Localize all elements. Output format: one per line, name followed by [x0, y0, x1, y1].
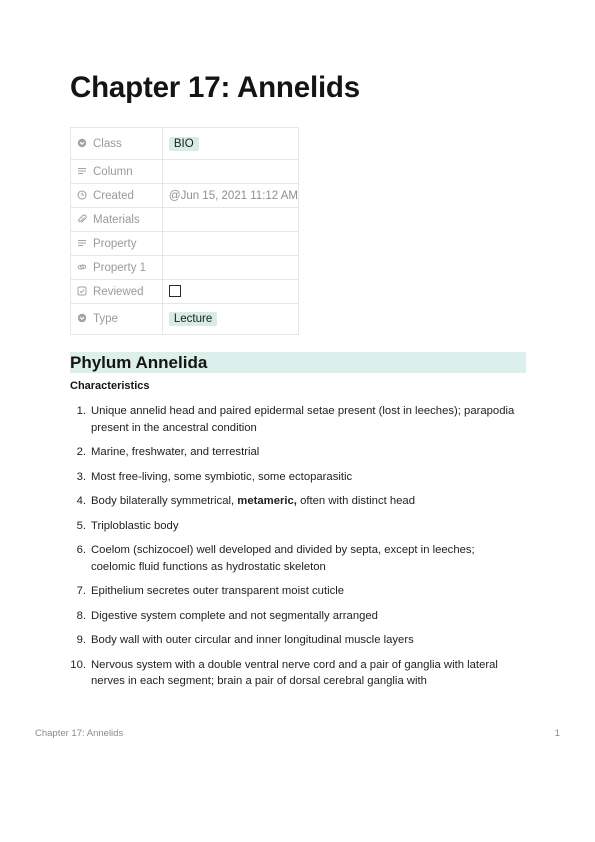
property-name: Property — [93, 237, 137, 250]
list-item — [70, 542, 520, 575]
property-name-cell — [71, 184, 163, 208]
property-row-property[interactable] — [71, 232, 299, 256]
property-name: Reviewed — [93, 285, 144, 298]
list-number: 3. — [76, 470, 86, 483]
property-name: Column — [93, 165, 133, 178]
type-tag[interactable]: Lecture — [169, 312, 217, 326]
property-name-cell — [71, 232, 163, 256]
list-text-bold: metameric, — [237, 495, 297, 507]
property-name: Created — [93, 189, 134, 202]
list-item — [70, 469, 520, 486]
reviewed-checkbox[interactable] — [169, 285, 181, 297]
property-row-created[interactable] — [71, 184, 299, 208]
class-tag[interactable]: BIO — [169, 137, 199, 151]
property-value-cell[interactable] — [162, 208, 298, 232]
list-text: Coelom (schizocoel) well developed and divided by septa, except in leeches; coelomic fluid functions as hydrostatic skeleton — [91, 544, 475, 573]
select-icon — [77, 138, 87, 148]
list-text: Body bilaterally symmetrical, — [91, 495, 238, 507]
property-row-reviewed[interactable] — [71, 280, 299, 304]
text-icon — [77, 166, 87, 176]
list-number: 4. — [76, 495, 86, 507]
property-name-cell — [71, 304, 163, 335]
list-number: 9. — [76, 634, 86, 646]
created-date-value: @Jun 15, 2021 11:12 AM — [162, 184, 298, 208]
list-text: Most free-living, some symbiotic, some ectoparasitic — [91, 470, 353, 483]
list-text: Digestive system complete and not segmentally arranged — [91, 609, 378, 622]
list-text: Triploblastic body — [91, 519, 179, 532]
property-row-materials[interactable] — [71, 208, 299, 232]
property-value-cell[interactable] — [162, 160, 298, 184]
list-text: Marine, freshwater, and terrestrial — [91, 446, 260, 458]
property-value-cell[interactable] — [162, 256, 298, 280]
list-text: Nervous system with a double ventral nerve cord and a pair of ganglia with lateral nerves in each segment; brain a pair of dorsal cerebral ganglia with — [91, 658, 498, 687]
footer-page-number: 1 — [554, 728, 560, 739]
property-name: Materials — [93, 213, 140, 226]
list-number: 5. — [76, 519, 86, 532]
checkbox-icon — [77, 286, 87, 296]
list-item — [70, 518, 520, 535]
paperclip-icon — [77, 214, 87, 224]
list-number: 2. — [76, 446, 86, 458]
list-text: Unique annelid head and paired epidermal setae present (lost in leeches); parapodia present in the ancestral condition — [91, 405, 515, 434]
list-item — [70, 583, 520, 600]
clock-icon — [77, 190, 87, 200]
property-value-cell[interactable] — [162, 128, 298, 160]
property-name: Property 1 — [93, 261, 147, 274]
list-number: 1. — [76, 405, 86, 417]
properties-table — [70, 127, 299, 335]
property-row-column[interactable] — [71, 160, 299, 184]
list-item — [70, 444, 520, 461]
property-name-cell — [71, 280, 163, 304]
property-value-cell[interactable] — [162, 232, 298, 256]
list-item — [70, 493, 520, 510]
property-name-cell — [71, 256, 163, 280]
property-row-type[interactable] — [71, 304, 299, 335]
section-heading: Phylum Annelida — [70, 352, 526, 373]
text-icon — [77, 238, 87, 248]
property-row-property-1[interactable] — [71, 256, 299, 280]
list-text: often with distinct head — [296, 495, 415, 507]
list-number: 8. — [76, 609, 86, 622]
list-item — [70, 608, 520, 625]
characteristics-list — [70, 403, 520, 698]
property-name-cell — [71, 208, 163, 232]
property-row-class[interactable] — [71, 128, 299, 160]
property-value-cell[interactable] — [162, 280, 298, 304]
property-value-cell[interactable] — [162, 304, 298, 335]
property-name: Class — [93, 137, 122, 150]
list-number: 7. — [76, 585, 86, 597]
list-item — [70, 632, 520, 649]
list-text: Epithelium secretes outer transparent moist cuticle — [91, 585, 345, 597]
page-title: Chapter 17: Annelids — [70, 71, 360, 104]
list-text: Body wall with outer circular and inner longitudinal muscle layers — [91, 634, 414, 646]
list-number: 6. — [76, 544, 86, 556]
link-icon — [77, 262, 87, 272]
property-name-cell — [71, 160, 163, 184]
list-number: 10. — [70, 658, 86, 671]
list-item — [70, 657, 520, 690]
footer-title: Chapter 17: Annelids — [35, 728, 124, 739]
select-icon — [77, 313, 87, 323]
subheading: Characteristics — [70, 380, 150, 392]
property-name-cell — [71, 128, 163, 160]
property-name: Type — [93, 313, 118, 325]
list-item — [70, 403, 520, 436]
